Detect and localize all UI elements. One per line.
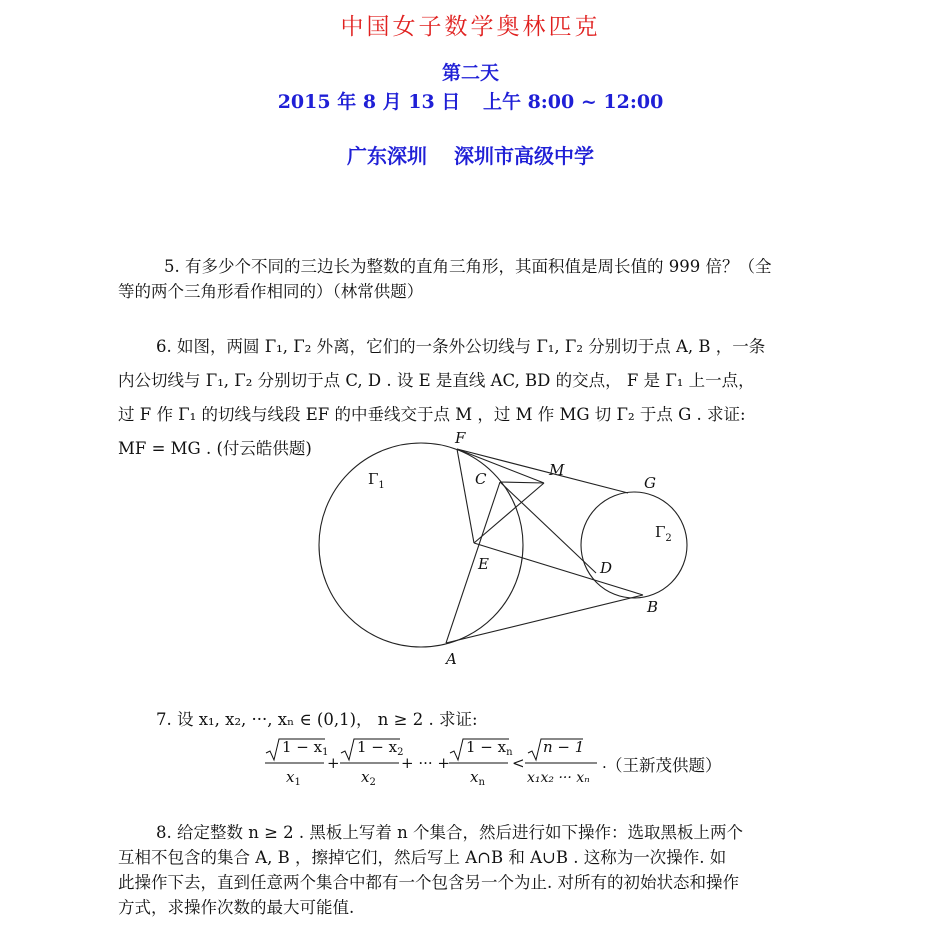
venue-school: 深圳市高级中学: [453, 144, 594, 168]
term-2-denominator: $x_2$: [361, 768, 376, 788]
label-E: E: [478, 555, 489, 573]
problem-6-line-3: 过 F 作 Γ₁ 的切线与线段 EF 的中垂线交于点 M ，过 M 作 MG 切 Γ₂ 于点 G . 求证:: [118, 405, 746, 424]
problem-8-line-1: 8. 给定整数 n ≥ 2 . 黑板上写着 n 个集合，然后进行如下操作：选取黑板上两个: [156, 823, 744, 842]
label-G: G: [644, 474, 656, 492]
problem-8-line-3: 此操作下去，直到任意两个集合中都有一个包含另一个为止. 对所有的初始状态和操作: [118, 873, 739, 892]
term-1-denominator: $x_1$: [286, 768, 301, 788]
day-label: 第二天: [441, 62, 499, 84]
label-A: A: [446, 650, 457, 668]
problem-7-source: （王新茂供题）: [606, 756, 722, 775]
line-A-B: [446, 595, 643, 643]
line-E-B: [474, 543, 643, 595]
venue-city: 广东深圳: [347, 144, 428, 168]
exam-date: 2015 年 8 月 13 日: [277, 91, 461, 113]
problem-7-statement: 7. 设 x₁, x₂, ···, xₙ ∈ (0,1)， n ≥ 2 . 求证:: [156, 710, 478, 729]
problem-5-line-2: 等的两个三角形看作相同的）（林常供题）: [118, 282, 424, 301]
problem-6-line-1: 6. 如图，两圆 Γ₁, Γ₂ 外离，它们的一条外公切线与 Γ₁, Γ₂ 分别切于点 A, B ，一条: [156, 337, 766, 356]
line-F-M: [457, 449, 544, 483]
rhs-denominator: x₁x₂ ··· xₙ: [527, 770, 590, 786]
line-C-M: [500, 482, 544, 483]
problem-6-line-2: 内公切线与 Γ₁, Γ₂ 分别切于点 C, D . 设 E 是直线 AC, BD 的交点， F 是 Γ₁ 上一点，: [118, 371, 755, 390]
line-C-D: [500, 482, 596, 573]
formula-period: .: [602, 754, 607, 772]
exam-time: 上午 8:00 ~ 12:00: [482, 91, 664, 113]
label-C: C: [475, 470, 487, 488]
problem-6-line-4: MF = MG . (付云皓供题): [118, 439, 312, 458]
circle-gamma2: [581, 492, 687, 598]
label-B: B: [647, 598, 659, 616]
term-1-numerator: $1 - x_1$: [282, 738, 329, 758]
rhs-numerator: n − 1: [543, 738, 585, 756]
term-n-denominator: $x_n$: [470, 768, 485, 788]
page-title: 中国女子数学奥林匹克: [340, 14, 601, 40]
problem-5-line-1: 5. 有多少个不同的三边长为整数的直角三角形，其面积值是周长值的 999 倍？（全: [164, 257, 772, 276]
problem-8-line-2: 互相不包含的集合 A, B ，擦掉它们，然后写上 A∩B 和 A∪B . 这称为一次操作. 如: [118, 848, 727, 867]
circle-gamma1: [319, 443, 523, 647]
problem-8: [118, 820, 843, 920]
line-F-E: [457, 449, 474, 543]
label-M: M: [549, 461, 565, 479]
label-F: F: [455, 429, 466, 447]
less-than: <: [512, 754, 525, 772]
term-2-numerator: $1 - x_2$: [357, 738, 404, 758]
plus-1: +: [327, 754, 340, 772]
plus-dots: + ··· +: [401, 754, 450, 772]
label-gamma1: $\Gamma_1$: [368, 470, 385, 491]
problem-8-line-4: 方式，求操作次数的最大可能值.: [118, 898, 355, 917]
term-n-numerator: $1 - x_n$: [466, 738, 513, 758]
label-D: D: [600, 559, 613, 577]
label-gamma2: $\Gamma_2$: [655, 523, 672, 544]
